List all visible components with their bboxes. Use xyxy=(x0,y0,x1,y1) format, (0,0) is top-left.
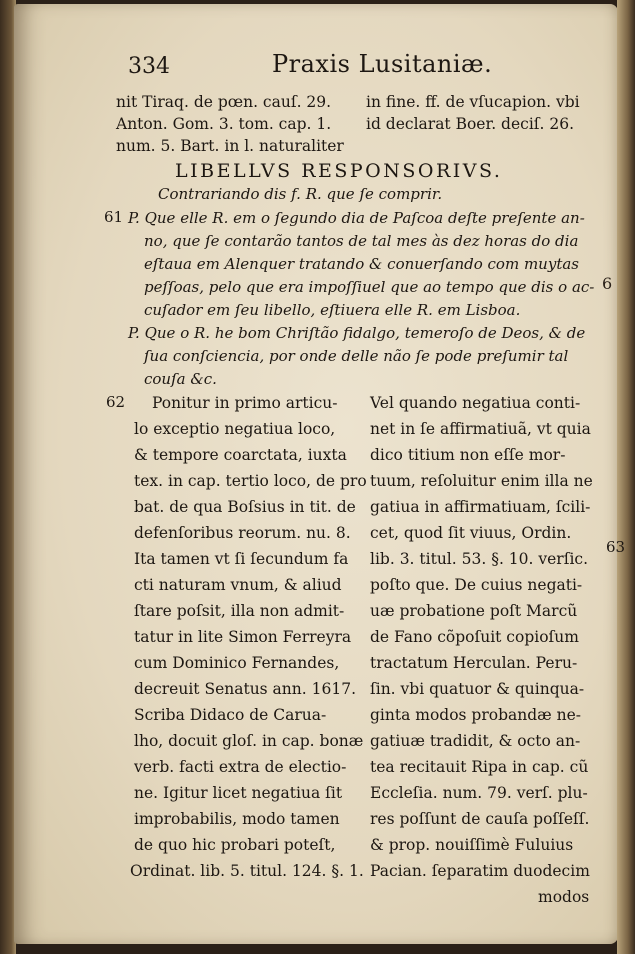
left-column-line: ſtare poſsit, illa non admit- xyxy=(134,602,345,620)
right-column-line: gatiua in affirmatiuam, ſcili- xyxy=(370,498,591,516)
left-column-line: Ita tamen vt ſi ſecundum fa xyxy=(134,550,349,568)
right-column-line: net in ſe affirmatiuã, vt quia xyxy=(370,420,591,438)
left-column-line: & tempore coarctata, iuxta xyxy=(134,446,347,464)
right-column-line: tuum, reſoluitur enim illa ne xyxy=(370,472,593,490)
left-column-line: defenſoribus reorum. nu. 8. xyxy=(134,524,351,542)
left-column-line: tex. in cap. tertio loco, de pro xyxy=(134,472,367,490)
top-left-line-2: Anton. Gom. 3. tom. cap. 1. xyxy=(116,115,332,133)
section-heading: LIBELLVS RESPONSORIVS. xyxy=(175,160,503,182)
right-column-line: Pacian. ſeparatim duodecim xyxy=(370,862,590,880)
right-column-line: Eccleſia. num. 79. verſ. plu- xyxy=(370,784,588,802)
left-column-line: Ordinat. lib. 5. titul. 124. §. 1. xyxy=(130,862,364,880)
article-line: couſa &c. xyxy=(144,370,217,388)
right-column-line: lib. 3. titul. 53. §. 10. verſic. xyxy=(370,550,589,568)
top-right-line-2: id declarat Boer. deciſ. 26. xyxy=(366,115,575,133)
article-line: P. Que elle R. em o ſegundo dia de Paſcoa deſte preſente an- xyxy=(128,209,585,227)
article-line: eſtaua em Alenquer tratando & conuerſando com muytas xyxy=(144,255,579,273)
margin-number-63: 63 xyxy=(606,538,626,556)
right-column-line: res poſſunt de cauſa poſſeſſ. xyxy=(370,810,590,828)
article-line: ſua conſciencia, por onde delle não ſe pode preſumir tal xyxy=(144,347,569,365)
left-column-line: bat. de qua Boſsius in tit. de xyxy=(134,498,356,516)
right-column-line: cet, quod ſit viuus, Ordin. xyxy=(370,524,572,542)
left-column-line: cum Dominico Fernandes, xyxy=(134,654,340,672)
top-left-line-1: nit Tiraq. de pœn. cauſ. 29. xyxy=(116,93,332,111)
margin-number-62: 62 xyxy=(106,393,126,411)
left-column-line: de quo hic probari poteſt, xyxy=(134,836,336,854)
page-number: 334 xyxy=(128,54,170,79)
left-column-line: lo exceptio negatiua loco, xyxy=(134,420,336,438)
article-line: peſſoas, pelo que era impoſſiuel que ao tempo que dis o ac- xyxy=(144,278,595,296)
left-column-line: improbabilis, modo tamen xyxy=(134,810,340,828)
top-right-line-1: in fine. ff. de vſucapion. vbi xyxy=(366,93,580,111)
right-column-line: uæ probatione poſt Marcũ xyxy=(370,602,578,620)
margin-number-61: 61 xyxy=(104,208,124,226)
left-column-line: Scriba Didaco de Caruа- xyxy=(134,706,327,724)
article-line: P. Que o R. he bom Chriſtão fidalgo, temeroſo de Deos, & de xyxy=(128,324,586,342)
right-column-line: & prop. nouiſſimè Fuluius xyxy=(370,836,574,854)
left-column-line: lho, docuit gloſ. in cap. bonæ xyxy=(134,732,364,750)
right-column-line: tea recitauit Ripa in cap. cũ xyxy=(370,758,589,776)
section-subheading: Contrariando dis f. R. que ſe comprir. xyxy=(158,185,443,203)
right-column-line: de Fano cõpoſuit copioſum xyxy=(370,628,579,646)
left-column-line: Ponitur in primo articu- xyxy=(152,394,338,412)
side-mark: 6 xyxy=(602,274,613,293)
right-page-edge xyxy=(617,0,635,954)
right-column-line: poſto que. De cuius negati- xyxy=(370,576,583,594)
right-column-line: ginta modos probandæ ne- xyxy=(370,706,582,724)
left-column-line: tatur in lite Simon Ferreyra xyxy=(134,628,352,646)
article-line: no, que ſe contarão tantos de tal mes às dez horas do dia xyxy=(144,232,579,250)
article-line: cuſador em ſeu libello, eſtiuera elle R. em Lisboa. xyxy=(144,301,521,319)
right-column-line: ſin. vbi quatuor & quinqua- xyxy=(370,680,585,698)
right-column-line: Vel quando negatiua conti- xyxy=(370,394,581,412)
left-column-line: cti naturam vnum, & aliud xyxy=(134,576,342,594)
catchword: modos xyxy=(538,888,590,906)
left-column-line: decreuit Senatus ann. 1617. xyxy=(134,680,356,698)
right-column-line: tractatum Herculan. Peru- xyxy=(370,654,578,672)
left-column-line: ne. Igitur licet negatiua ſit xyxy=(134,784,343,802)
top-left-line-3: num. 5. Bart. in l. naturaliter xyxy=(116,137,344,155)
right-column-line: dico titium non eſſe mor- xyxy=(370,446,566,464)
running-head: Praxis Lusitaniæ. xyxy=(272,50,493,78)
right-column-line: gatiuæ tradidit, & octo an- xyxy=(370,732,581,750)
left-column-line: verb. facti extra de electio- xyxy=(134,758,347,776)
